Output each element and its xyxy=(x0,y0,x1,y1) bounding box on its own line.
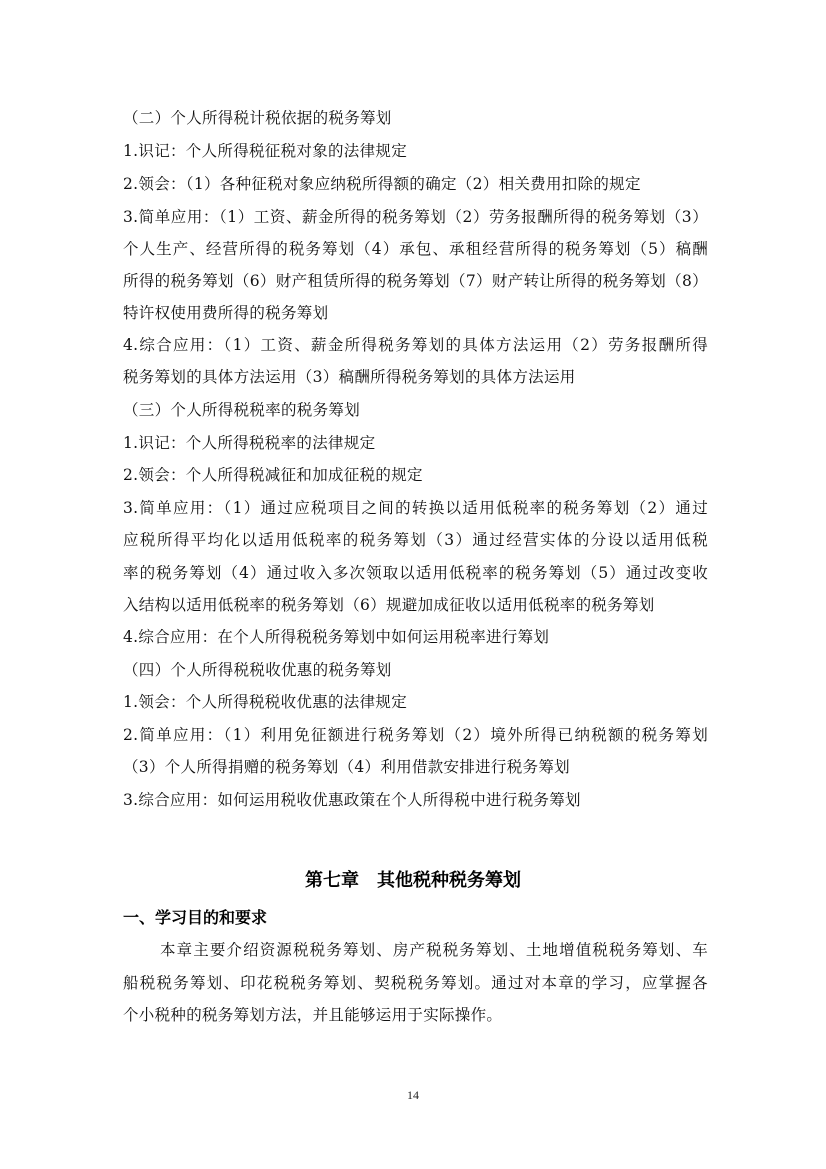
section-title-2: （二）个人所得税计税依据的税务筹划 xyxy=(123,109,392,127)
text-line: 入结构以适用低税率的税务筹划（6）规避加成征收以适用低税率的税务筹划 xyxy=(123,596,655,614)
paragraph-line: 本章主要介绍资源税税务筹划、房产税税务筹划、土地增值税税务筹划、车 xyxy=(160,941,708,959)
text-line: 2.领会：个人所得税减征和加成征税的规定 xyxy=(123,466,423,484)
page-number: 14 xyxy=(407,1088,419,1102)
text-line: 1.识记：个人所得税征税对象的法律规定 xyxy=(123,142,407,160)
section-title-4: （四）个人所得税税收优惠的税务筹划 xyxy=(123,661,392,679)
text-line: 特许权使用费所得的税务筹划 xyxy=(123,304,329,322)
text-line: 1.识记：个人所得税税率的法律规定 xyxy=(123,434,376,452)
text-line: 率的税务筹划（4）通过收入多次领取以适用低税率的税务筹划（5）通过改变收 xyxy=(123,564,708,582)
text-line: 个人生产、经营所得的税务筹划（4）承包、承租经营所得的税务筹划（5）稿酬 xyxy=(123,240,708,258)
text-line: 2.领会：（1）各种征税对象应纳税所得额的确定（2）相关费用扣除的规定 xyxy=(123,175,641,193)
text-line: 3.综合应用：如何运用税收优惠政策在个人所得税中进行税务筹划 xyxy=(123,791,581,809)
text-line: 4.综合应用：在个人所得税税务筹划中如何运用税率进行筹划 xyxy=(123,628,550,646)
text-line: 4.综合应用：（1）工资、薪金所得税务筹划的具体方法运用（2）劳务报酬所得 xyxy=(123,336,708,354)
section-title-3: （三）个人所得税税率的税务筹划 xyxy=(123,401,361,419)
section-heading: 一、学习目的和要求 xyxy=(123,908,268,927)
chapter-title: 第七章 其他税种税务筹划 xyxy=(305,870,521,891)
text-line: 3.简单应用：（1）工资、薪金所得的税务筹划（2）劳务报酬所得的税务筹划（3） xyxy=(123,208,708,226)
text-line: 2.简单应用：（1）利用免征额进行税务筹划（2）境外所得已纳税额的税务筹划 xyxy=(123,726,708,744)
text-line: 3.简单应用：（1）通过应税项目之间的转换以适用低税率的税务筹划（2）通过 xyxy=(123,499,708,517)
text-line: 1.领会：个人所得税税收优惠的法律规定 xyxy=(123,693,407,711)
text-line: 所得的税务筹划（6）财产租赁所得的税务筹划（7）财产转让所得的税务筹划（8） xyxy=(123,272,708,290)
text-line: 税务筹划的具体方法运用（3）稿酬所得税务筹划的具体方法运用 xyxy=(123,368,576,386)
text-line: 应税所得平均化以适用低税率的税务筹划（3）通过经营实体的分设以适用低税 xyxy=(123,531,708,549)
paragraph-line: 个小税种的税务筹划方法，并且能够运用于实际操作。 xyxy=(123,1006,503,1024)
text-line: （3）个人所得捐赠的税务筹划（4）利用借款安排进行税务筹划 xyxy=(123,758,570,776)
paragraph-line: 船税税务筹划、印花税税务筹划、契税税务筹划。通过对本章的学习，应掌握各 xyxy=(123,974,708,992)
